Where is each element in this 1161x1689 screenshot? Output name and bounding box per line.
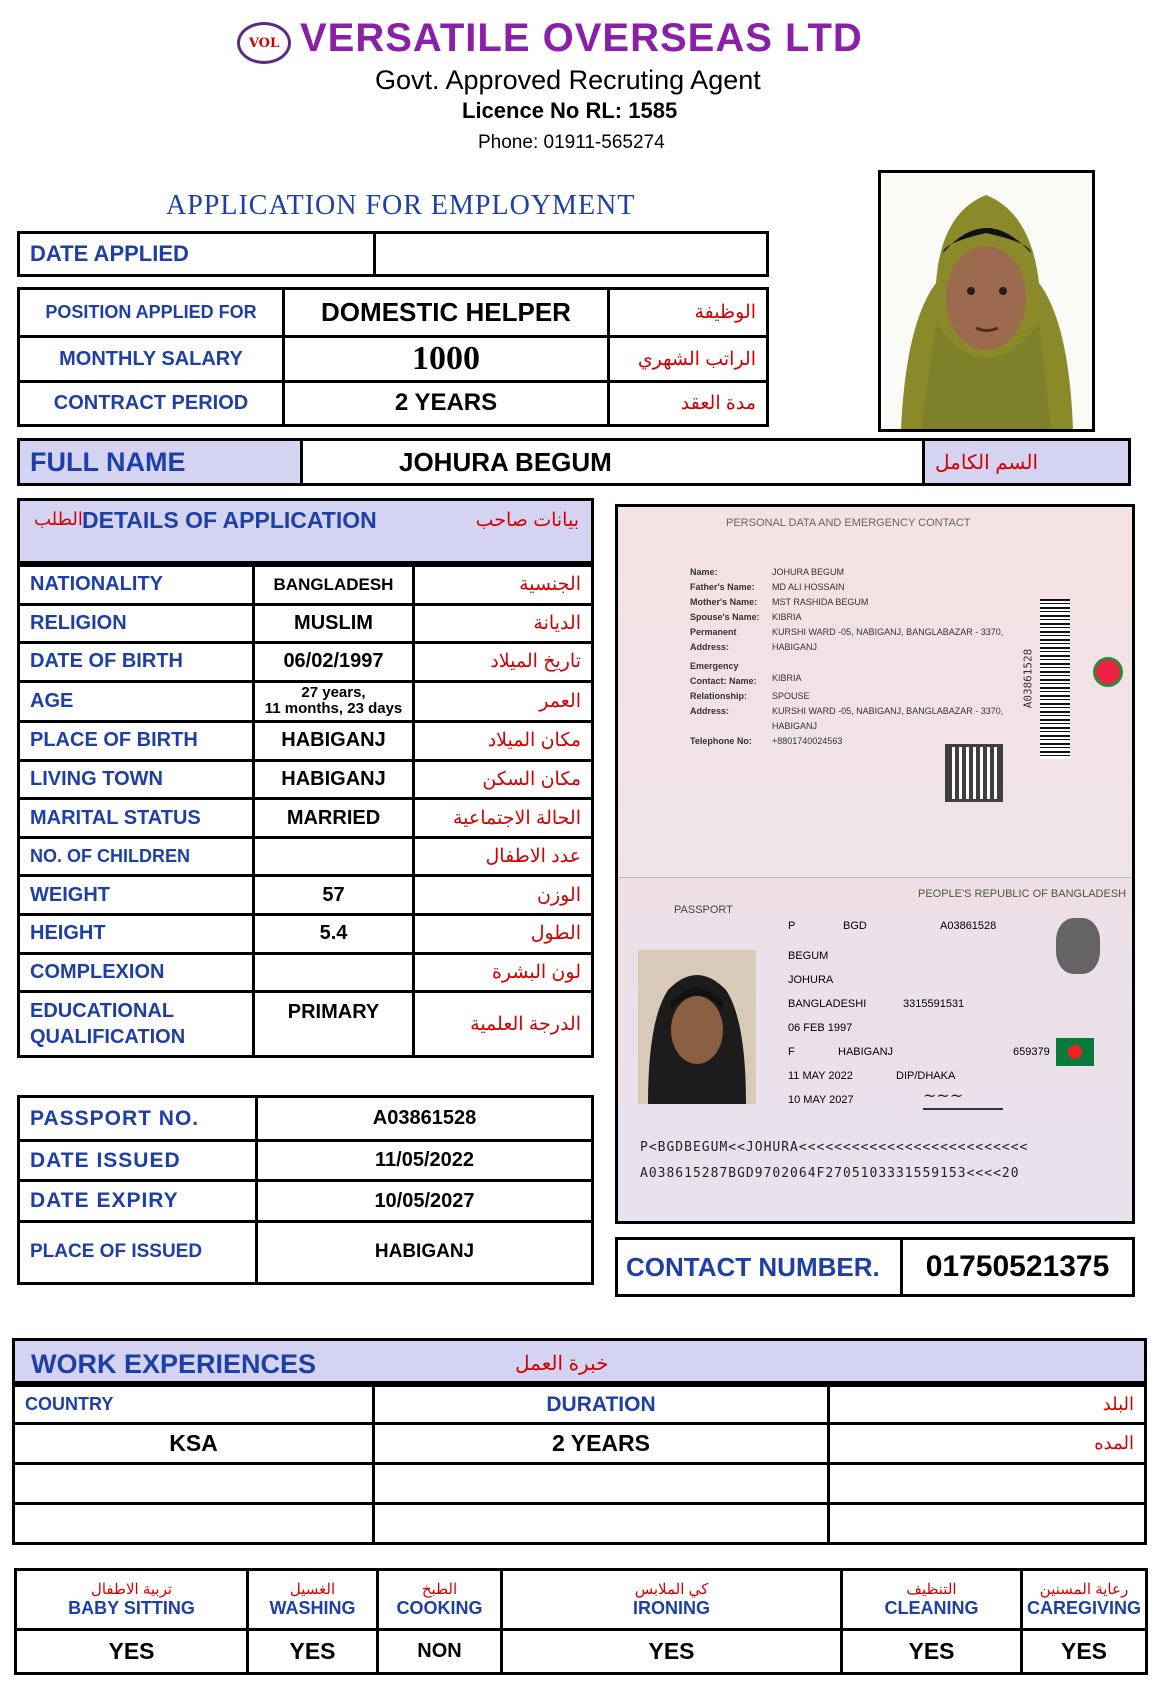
work-title-arabic: خبرة العمل: [515, 1353, 609, 1375]
date-applied-label: DATE APPLIED: [19, 233, 375, 276]
passport-given-name: JOHURA: [788, 974, 834, 986]
children-value: [254, 837, 414, 876]
field-address: Permanent Address: KURSHI WARD -05, NABIGANJ, BANGLABAZAR - 3370, HABIGANJ: [690, 627, 1004, 652]
col-country: COUNTRY: [14, 1386, 374, 1424]
full-name-label: FULL NAME: [19, 440, 302, 485]
barcode-number: A03861528: [1021, 648, 1035, 709]
full-name-table: [17, 438, 1131, 486]
skill-caregiving-label: CAREGIVING: [1026, 1598, 1141, 1618]
work-empty-cell: [374, 1464, 829, 1504]
date-expiry-value: 10/05/2027: [257, 1181, 593, 1221]
passport-place-of-birth: HABIGANJ: [838, 1046, 894, 1058]
skill-cooking-value: NON: [378, 1630, 502, 1674]
complexion-arabic: لون البشرة: [414, 953, 593, 992]
skill-cleaning: [842, 1570, 1022, 1630]
phone-number: Phone: 01911-565274: [478, 132, 665, 153]
position-value: DOMESTIC HELPER: [284, 289, 609, 337]
field-emergency-name: Emergency Contact: Name: KIBRIA: [690, 661, 802, 686]
company-name: VERSATILE OVERSEAS LTD: [300, 16, 863, 60]
living-town-label: LIVING TOWN: [19, 760, 254, 799]
marital-status-value: MARRIED: [254, 799, 414, 838]
weight-arabic: الوزن: [414, 876, 593, 915]
contact-label: CONTACT NUMBER.: [617, 1239, 902, 1296]
date-applied-value: [375, 233, 768, 276]
skill-washing: [248, 1570, 378, 1630]
salary-value: 1000: [284, 337, 609, 381]
complexion-label: COMPLEXION: [19, 953, 254, 992]
passport-personal-fields: [690, 565, 1030, 749]
height-label: HEIGHT: [19, 914, 254, 953]
barcode-icon: [1040, 599, 1070, 759]
marital-status-label: MARITAL STATUS: [19, 799, 254, 838]
col-duration-arabic: المده: [829, 1424, 1146, 1464]
field-em-address: Address: KURSHI WARD -05, NABIGANJ, BANGLABAZAR - 3370, HABIGANJ: [690, 706, 1004, 731]
skill-washing-value: YES: [248, 1630, 378, 1674]
contact-value: 01750521375: [902, 1239, 1134, 1296]
work-empty-cell: [14, 1504, 374, 1544]
flag-hologram-icon: [1056, 1038, 1094, 1066]
passport-surname: BEGUM: [788, 950, 829, 962]
position-label: POSITION APPLIED FOR: [19, 289, 284, 337]
work-country-value: KSA: [14, 1424, 374, 1464]
holder-signature: ~~~: [923, 1086, 1003, 1110]
skill-ironing-label: IRONING: [632, 1598, 710, 1618]
skill-cooking: [378, 1570, 502, 1630]
children-label: NO. OF CHILDREN: [19, 837, 254, 876]
details-title-arabic-left: الطلب: [34, 509, 83, 529]
skill-ironing: [502, 1570, 842, 1630]
passport-dob: 06 FEB 1997: [788, 1022, 853, 1034]
nationality-label: NATIONALITY: [19, 566, 254, 605]
contract-arabic: مدة العقد: [609, 381, 768, 425]
contract-value: 2 YEARS: [284, 381, 609, 425]
work-header: [12, 1338, 1147, 1384]
mrz-line-2: A038615287BGD9702064F2705103331559153<<<<20: [640, 1166, 1020, 1181]
passport-no-value: A03861528: [257, 1097, 593, 1141]
skill-cooking-arabic: الطبخ: [421, 1581, 458, 1598]
place-of-birth-value: HABIGANJ: [254, 722, 414, 761]
field-relationship: Relationship: SPOUSE: [690, 691, 810, 701]
nationality-value: BANGLADESH: [254, 566, 414, 605]
place-issued-label: PLACE OF ISSUED: [19, 1221, 257, 1283]
passport-number: A03861528: [940, 920, 997, 932]
weight-value: 57: [254, 876, 414, 915]
skill-ironing-value: YES: [502, 1630, 842, 1674]
skill-babysitting: [16, 1570, 248, 1630]
work-duration-value: 2 YEARS: [374, 1424, 829, 1464]
passport-personal-no: 3315591531: [903, 998, 965, 1010]
contact-table: [615, 1237, 1135, 1297]
date-issued-label: DATE ISSUED: [19, 1141, 257, 1181]
passport-holder-photo: [638, 950, 756, 1104]
passport-expiry-date: 10 MAY 2027: [788, 1094, 854, 1106]
qr-code-icon: [948, 747, 1000, 799]
date-applied-table: [17, 231, 769, 277]
passport-country-heading: PEOPLE'S REPUBLIC OF BANGLADESH: [918, 888, 1127, 900]
religion-label: RELIGION: [19, 604, 254, 643]
details-table: [17, 564, 594, 1058]
dob-arabic: تاريخ الميلاد: [414, 643, 593, 682]
field-telephone: Telephone No: +8801740024563: [690, 736, 843, 746]
details-title-arabic-right: بيانات صاحب: [475, 510, 579, 531]
living-town-value: HABIGANJ: [254, 760, 414, 799]
skill-babysitting-value: YES: [16, 1630, 248, 1674]
work-empty-cell: [829, 1504, 1146, 1544]
age-arabic: العمر: [414, 681, 593, 722]
details-title: DETAILS OF APPLICATION: [82, 507, 377, 533]
height-value: 5.4: [254, 914, 414, 953]
complexion-value: [254, 953, 414, 992]
field-father: Father's Name: MD ALI HOSSAIN: [690, 582, 845, 592]
work-table: [12, 1384, 1147, 1545]
skill-caregiving: [1022, 1570, 1147, 1630]
applicant-photo: [878, 170, 1095, 432]
children-arabic: عدد الاطفال: [414, 837, 593, 876]
place-issued-value: HABIGANJ: [257, 1221, 593, 1283]
salary-label: MONTHLY SALARY: [19, 337, 284, 381]
salary-arabic: الراتب الشهري: [609, 337, 768, 381]
skills-table: [14, 1568, 1148, 1675]
work-empty-cell: [829, 1464, 1146, 1504]
marital-status-arabic: الحالة الاجتماعية: [414, 799, 593, 838]
passport-scan: [615, 504, 1135, 1224]
details-header: [17, 498, 594, 564]
dob-label: DATE OF BIRTH: [19, 643, 254, 682]
company-subtitle: Govt. Approved Recruting Agent: [375, 65, 761, 95]
skill-washing-arabic: الغسيل: [289, 1581, 336, 1598]
skill-cleaning-label: CLEANING: [884, 1598, 979, 1618]
date-issued-value: 11/05/2022: [257, 1141, 593, 1181]
position-arabic: الوظيفة: [609, 289, 768, 337]
company-logo: [237, 22, 291, 64]
skill-caregiving-arabic: رعاية المسنين: [1039, 1581, 1129, 1598]
age-years: 27 years,: [301, 684, 366, 702]
logo-text: VOL: [248, 35, 280, 51]
passport-data-page: [618, 877, 1132, 1221]
work-empty-cell: [374, 1504, 829, 1544]
field-spouse: Spouse's Name: KIBRIA: [690, 612, 802, 622]
passport-issue-date: 11 MAY 2022: [788, 1070, 853, 1082]
passport-type: P: [788, 920, 796, 932]
place-of-birth-arabic: مكان الميلاد: [414, 722, 593, 761]
age-months-days: 11 months, 23 days: [264, 700, 403, 718]
contract-label: CONTRACT PERIOD: [19, 381, 284, 425]
skill-babysitting-arabic: تربية الاطفال: [90, 1581, 173, 1598]
place-of-birth-label: PLACE OF BIRTH: [19, 722, 254, 761]
passport-sex: F: [788, 1046, 795, 1058]
education-value: PRIMARY: [254, 992, 414, 1057]
height-arabic: الطول: [414, 914, 593, 953]
weight-label: WEIGHT: [19, 876, 254, 915]
ghost-photo: [1056, 918, 1100, 974]
age-label: AGE: [19, 681, 254, 722]
work-empty-cell: [14, 1464, 374, 1504]
full-name-value: JOHURA BEGUM: [302, 440, 924, 485]
passport-country-code: BGD: [843, 920, 867, 932]
passport-authority: DIP/DHAKA: [896, 1070, 956, 1082]
work-title: WORK EXPERIENCES: [31, 1349, 317, 1379]
date-expiry-label: DATE EXPIRY: [19, 1181, 257, 1221]
field-name: Name: JOHURA BEGUM: [690, 567, 845, 577]
licence-number: Licence No RL: 1585: [462, 98, 678, 123]
dob-value: 06/02/1997: [254, 643, 414, 682]
skill-washing-label: WASHING: [269, 1598, 356, 1618]
skill-caregiving-value: YES: [1022, 1630, 1147, 1674]
field-mother: Mother's Name: MST RASHIDA BEGUM: [690, 597, 869, 607]
education-label: EDUCATIONAL QUALIFICATION: [19, 992, 254, 1057]
skill-cleaning-arabic: التنظيف: [906, 1581, 957, 1598]
full-name-arabic: السم الكامل: [924, 440, 1130, 485]
nationality-arabic: الجنسية: [414, 566, 593, 605]
religion-value: MUSLIM: [254, 604, 414, 643]
age-value: [254, 681, 414, 722]
passport-prev-no: 659379: [1013, 1046, 1050, 1058]
living-town-arabic: مكان السكن: [414, 760, 593, 799]
position-table: [17, 287, 769, 427]
mrz-line-1: P<BGDBEGUM<<JOHURA<<<<<<<<<<<<<<<<<<<<<<<<<<: [640, 1140, 1029, 1155]
col-duration: DURATION: [374, 1386, 829, 1424]
passport-personal-page: [618, 507, 1132, 877]
religion-arabic: الديانة: [414, 604, 593, 643]
col-country-arabic: البلد: [829, 1386, 1146, 1424]
passport-no-label: PASSPORT NO.: [19, 1097, 257, 1141]
form-title: APPLICATION FOR EMPLOYMENT: [166, 190, 636, 221]
passport-top-title: PERSONAL DATA AND EMERGENCY CONTACT: [726, 517, 971, 529]
skill-ironing-arabic: كي الملابس: [634, 1581, 709, 1598]
passport-word: PASSPORT: [674, 904, 733, 916]
skill-cooking-label: COOKING: [396, 1598, 483, 1618]
education-arabic: الدرجة العلمية: [414, 992, 593, 1057]
skill-cleaning-value: YES: [842, 1630, 1022, 1674]
passport-nationality: BANGLADESHI: [788, 998, 867, 1010]
passport-info-table: [17, 1095, 594, 1285]
bangladesh-emblem-icon: [1093, 657, 1123, 687]
skill-babysitting-label: BABY SITTING: [68, 1598, 195, 1618]
